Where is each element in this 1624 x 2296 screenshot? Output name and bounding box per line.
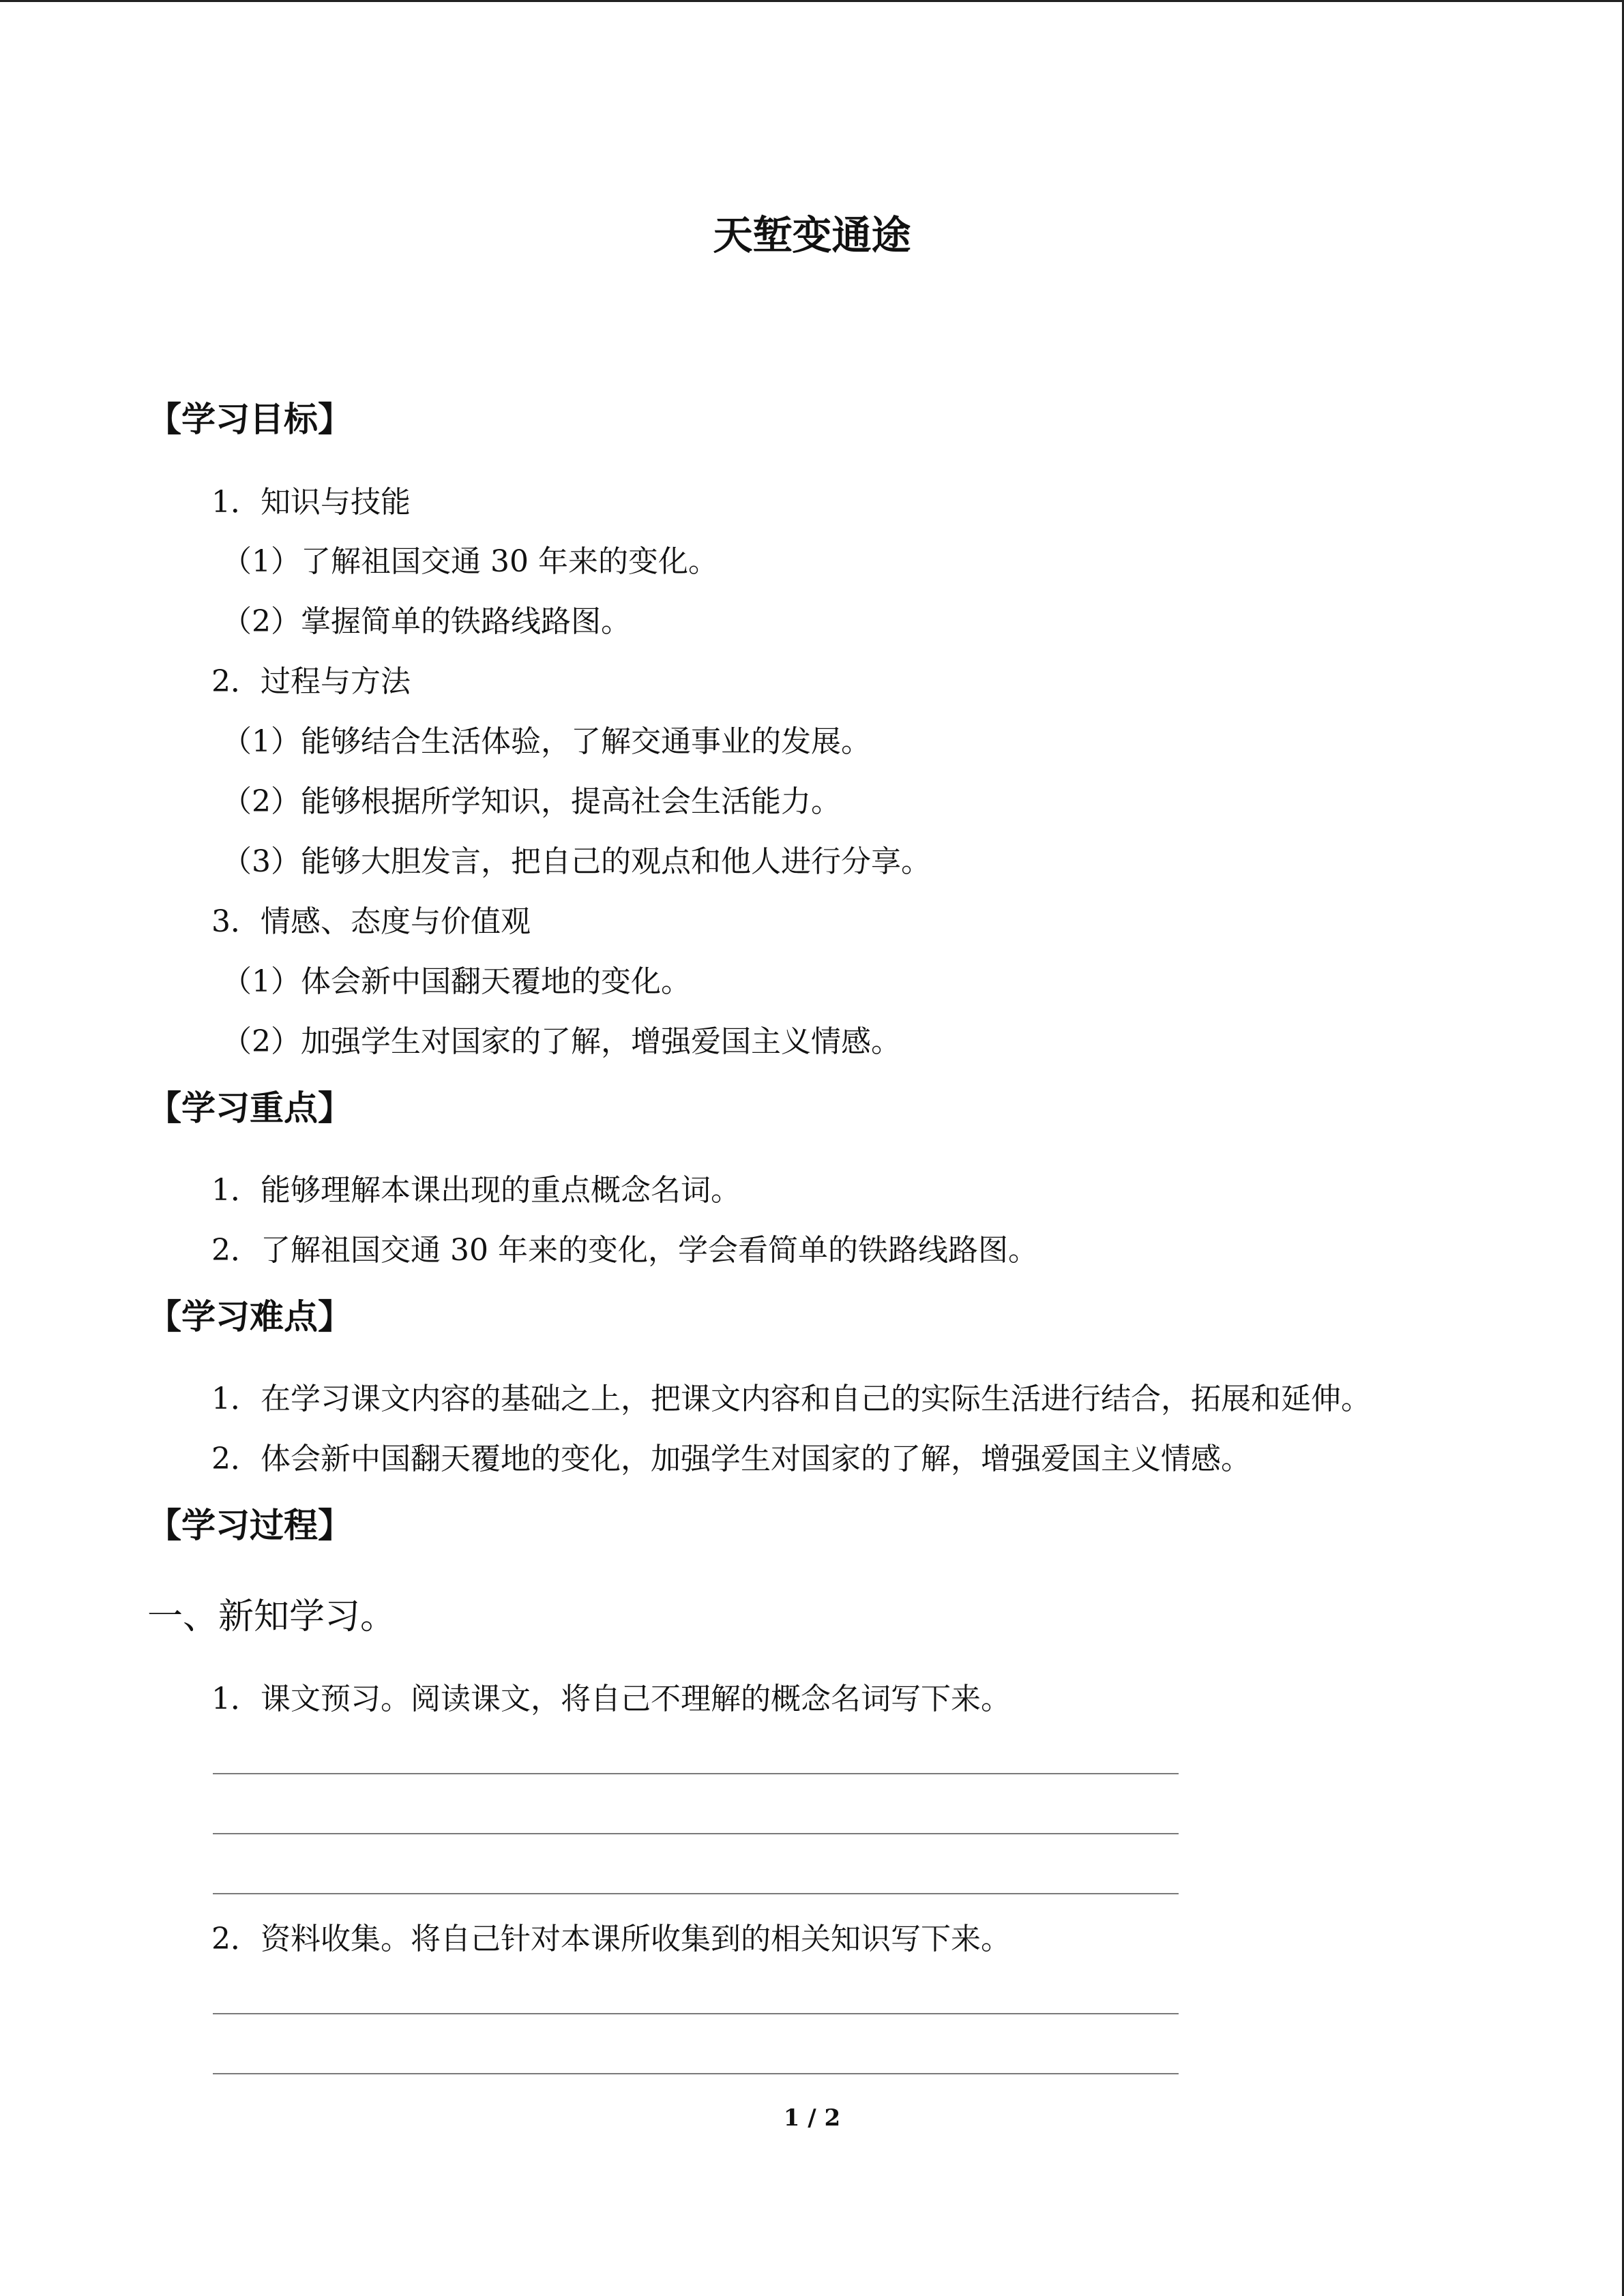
objective-item: （1）体会新中国翻天覆地的变化。 (222, 964, 691, 999)
objectives-heading: 【学习目标】 (147, 400, 352, 439)
difficulties-heading: 【学习难点】 (147, 1297, 352, 1337)
answer-line (213, 1893, 1179, 1894)
objective-item: 2．过程与方法 (211, 664, 411, 699)
answer-line (213, 2073, 1179, 2074)
section-one-title: 一、新知学习。 (147, 1596, 396, 1637)
answer-line (213, 1833, 1179, 1834)
difficulty-item: 2．体会新中国翻天覆地的变化，加强学生对国家的了解，增强爱国主义情感。 (211, 1442, 1251, 1476)
page-title: 天堑变通途 (713, 212, 911, 258)
objective-item: 1．知识与技能 (211, 485, 411, 520)
objective-item: （2）加强学生对国家的了解，增强爱国主义情感。 (222, 1024, 901, 1059)
objective-item: （1）能够结合生活体验，了解交通事业的发展。 (222, 724, 871, 759)
answer-line (213, 1773, 1179, 1774)
objective-item: （2）能够根据所学知识，提高社会生活能力。 (222, 784, 841, 819)
objective-item: （3）能够大胆发言，把自己的观点和他人进行分享。 (222, 844, 931, 879)
key-point-item: 1．能够理解本课出现的重点概念名词。 (211, 1173, 741, 1208)
task-collect: 2．资料收集。将自己针对本课所收集到的相关知识写下来。 (211, 1922, 1011, 1956)
objective-item: （1）了解祖国交通 30 年来的变化。 (222, 544, 718, 579)
objective-item: 3．情感、态度与价值观 (211, 904, 531, 939)
task-preview: 1．课文预习。阅读课文，将自己不理解的概念名词写下来。 (211, 1682, 1011, 1716)
page-number: 1 / 2 (783, 2104, 841, 2132)
objective-item: （2）掌握简单的铁路线路图。 (222, 604, 631, 639)
difficulty-item: 1．在学习课文内容的基础之上，把课文内容和自己的实际生活进行结合，拓展和延伸。 (211, 1382, 1371, 1416)
key-points-heading: 【学习重点】 (147, 1088, 352, 1128)
process-heading: 【学习过程】 (147, 1506, 352, 1545)
page-border-top (0, 0, 1624, 2)
key-point-item: 2．了解祖国交通 30 年来的变化，学会看简单的铁路线路图。 (211, 1233, 1038, 1268)
answer-line (213, 2013, 1179, 2014)
